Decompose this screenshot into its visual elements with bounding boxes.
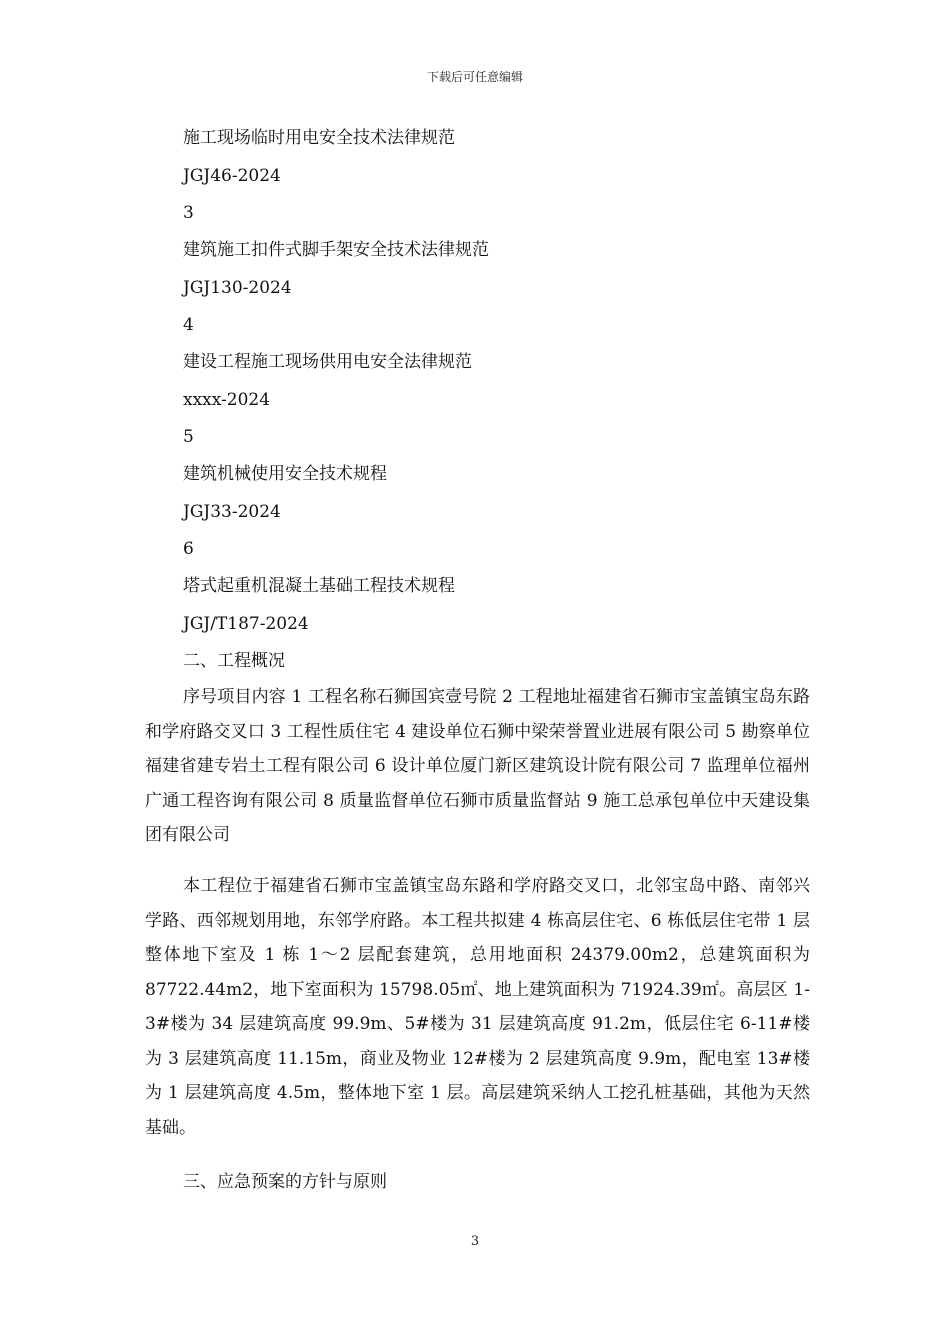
- section-heading: 三、应急预案的方针与原则: [183, 1172, 387, 1192]
- project-info-paragraph: 序号项目内容 1 工程名称石狮国宾壹号院 2 工程地址福建省石狮市宝盖镇宝岛东路和学府路交叉口 3 工程性质住宅 4 建设单位石狮中梁荣誉置业进展有限公司 5 勘察单位福建省建专岩土工程有限公司 6 设计单位厦门新区建筑设计院有限公司 7 监理单位福州广通工程咨询有限公司 8 质量监督单位石狮市质量监督站 9 施工总承包单位中天建设集团有限公司: [145, 687, 810, 845]
- standard-code-line: JGJ33-2024: [183, 502, 281, 522]
- standard-code-line: JGJ46-2024: [183, 166, 281, 186]
- list-number-line: 6: [183, 539, 194, 559]
- list-number-line: 5: [183, 427, 194, 447]
- standard-code-line: JGJ/T187-2024: [183, 614, 309, 634]
- section-heading: 二、工程概况: [183, 651, 285, 671]
- standard-name-line: 施工现场临时用电安全技术法律规范: [183, 128, 455, 148]
- page-number: 3: [470, 1234, 480, 1249]
- standard-name-line: 建筑机械使用安全技术规程: [183, 464, 387, 484]
- standard-name-line: 塔式起重机混凝土基础工程技术规程: [183, 576, 455, 596]
- standard-code-line: xxxx-2024: [183, 390, 271, 410]
- project-description-paragraph: 本工程位于福建省石狮市宝盖镇宝岛东路和学府路交叉口，北邻宝岛中路、南邻兴学路、西邻规划用地，东邻学府路。本工程共拟建 4 栋高层住宅、6 栋低层住宅带 1 层整体地下室及 1 栋 1～2 层配套建筑，总用地面积 24379.00m2，总建筑面积为 87722.44m2，地下室面积为 15798.05㎡、地上建筑面积为 71924.39㎡。高层区 1-3#楼为 34 层建筑高度 99.9m、5#楼为 31 层建筑高度 91.2m，低层住宅 6-11#楼为 3 层建筑高度 11.15m，商业及物业 12#楼为 2 层建筑高度 9.9m，配电室 13#楼为 1 层建筑高度 4.5m，整体地下室 1 层。高层建筑采纳人工挖孔桩基础，其他为天然基础。: [145, 876, 810, 1138]
- list-number-line: 4: [183, 315, 194, 335]
- standard-name-line: 建设工程施工现场供用电安全法律规范: [183, 352, 472, 372]
- page-header: 下载后可任意编辑: [426, 70, 523, 84]
- standard-name-line: 建筑施工扣件式脚手架安全技术法律规范: [183, 240, 489, 260]
- list-number-line: 3: [183, 203, 194, 223]
- standard-code-line: JGJ130-2024: [183, 278, 292, 298]
